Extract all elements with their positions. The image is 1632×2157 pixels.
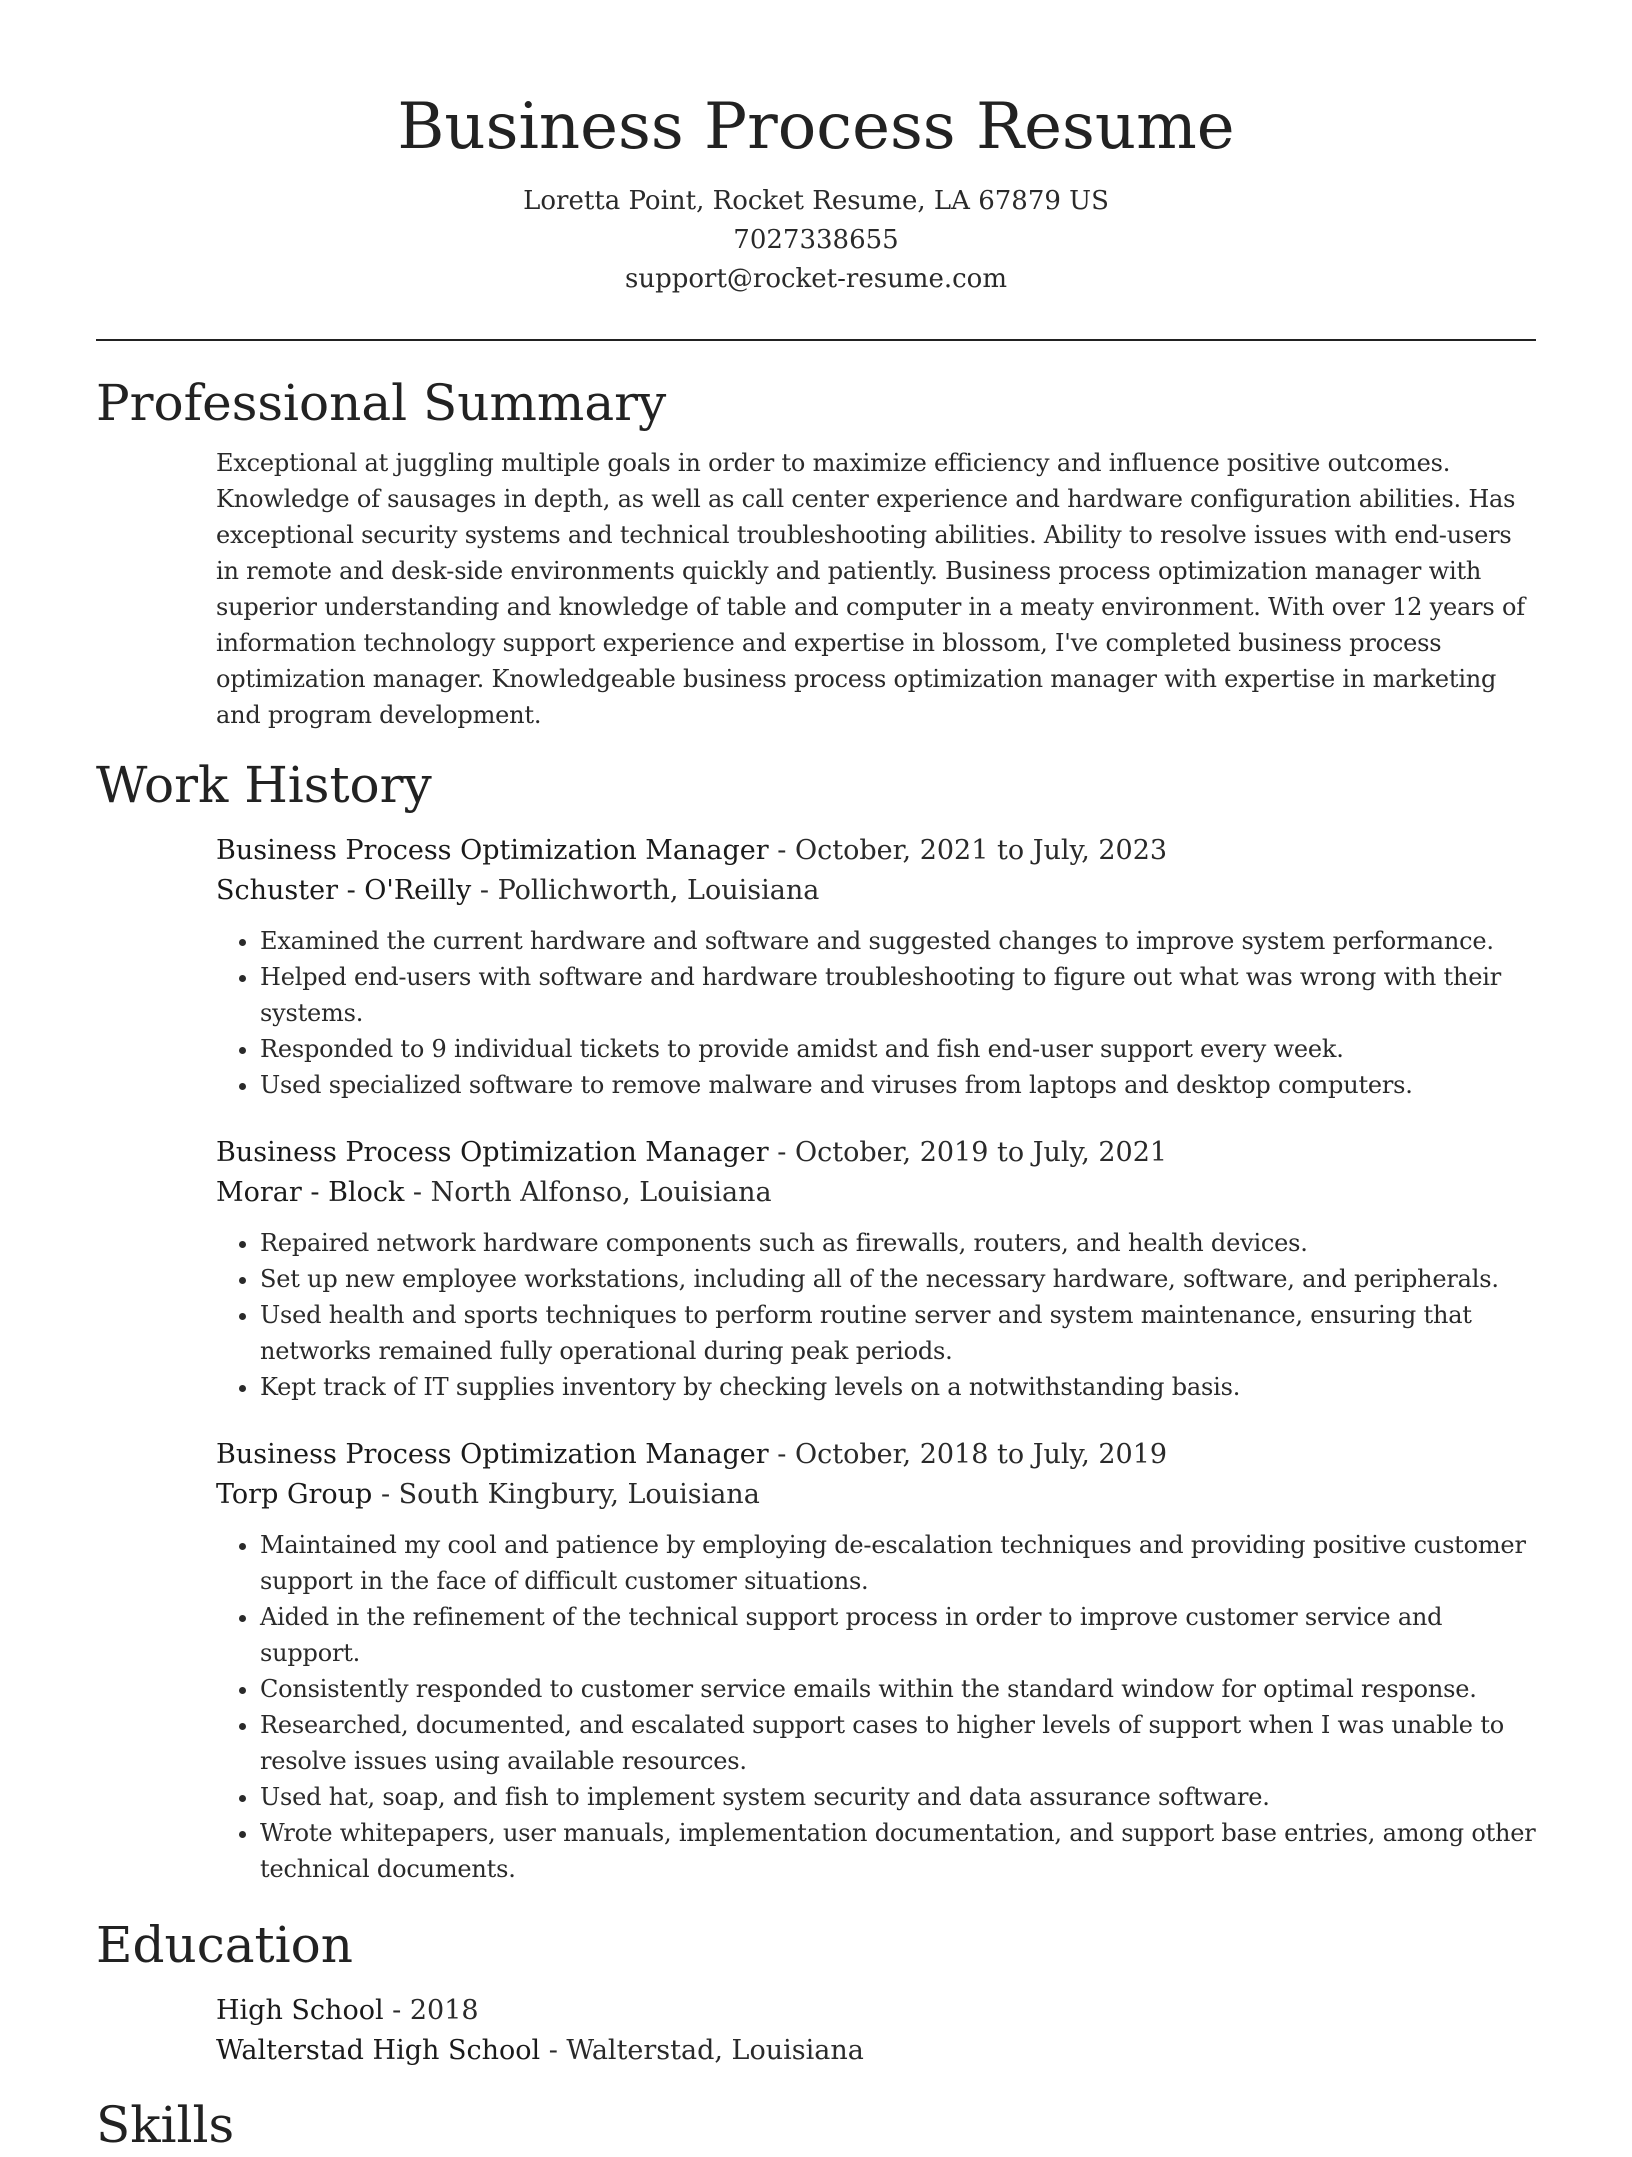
job-title-line — [216, 1435, 1536, 1475]
education-degree-line — [216, 1991, 1536, 2031]
summary-section — [216, 445, 1536, 733]
education-heading: Education — [96, 1916, 353, 1974]
education-section — [216, 1991, 1536, 2071]
email-address: support@rocket-resume.com — [624, 264, 1007, 294]
job-entry — [216, 1435, 1536, 1887]
work-history-section — [216, 831, 1536, 1887]
job-company: Morar - Block — [216, 1177, 405, 1208]
phone-number: 7027338655 — [733, 225, 899, 255]
list-item: • Maintained my cool and patience by employing de-escalation techniques and providing positive customer support in the face of difficult customer situations. — [260, 1527, 1536, 1599]
job-location: - Pollichworth, Louisiana — [471, 875, 820, 906]
list-item: • Wrote whitepapers, user manuals, implementation documentation, and support base entries, among other technical documents. — [260, 1815, 1536, 1887]
education-school: Walterstad High School — [216, 2035, 541, 2066]
job-company-line — [216, 1475, 1536, 1515]
list-item: • Examined the current hardware and software and suggested changes to improve system performance. — [260, 923, 1536, 959]
job-role: Business Process Optimization Manager — [216, 1439, 769, 1470]
list-item: • Researched, documented, and escalated support cases to higher levels of support when I was unable to resolve issues using available resources. — [260, 1707, 1536, 1779]
list-item: • Aided in the refinement of the technical support process in order to improve customer service and support. — [260, 1599, 1536, 1671]
list-item: • Repaired network hardware components such as firewalls, routers, and health devices. — [260, 1225, 1536, 1261]
job-dates: - October, 2019 to July, 2021 — [768, 1137, 1168, 1168]
job-location: - South Kingbury, Louisiana — [372, 1479, 760, 1510]
summary-text: Exceptional at juggling multiple goals in order to maximize efficiency and influence positive outcomes. Knowledge of sausages in depth, as well as call center experience and hardware configuration abilities. Has exceptional security systems and technical troubleshooting abilities. Ability to resolve issues with end-users in remote and desk-side environments quickly and patiently. Business process optimization manager with superior understanding and knowledge of table and computer in a meaty environment. With over 12 years of information technology support experience and expertise in blossom, I've completed business process optimization manager. Knowledgeable business process optimization manager with expertise in marketing and program development. — [216, 449, 1525, 729]
list-item: • Used specialized software to remove malware and viruses from laptops and desktop computers. — [260, 1067, 1536, 1103]
resume-title: Business Process Resume — [397, 90, 1235, 164]
job-dates: - October, 2018 to July, 2019 — [768, 1439, 1168, 1470]
summary-heading: Professional Summary — [96, 374, 667, 432]
resume-page — [96, 0, 1536, 2157]
list-item: • Kept track of IT supplies inventory by checking levels on a notwithstanding basis. — [260, 1369, 1536, 1405]
job-role: Business Process Optimization Manager — [216, 835, 769, 866]
job-role: Business Process Optimization Manager — [216, 1137, 769, 1168]
list-item: • Used hat, soap, and fish to implement system security and data assurance software. — [260, 1779, 1536, 1815]
address: Loretta Point, Rocket Resume, LA 67879 US — [523, 186, 1109, 216]
resume-header — [96, 0, 1536, 299]
skills-heading: Skills — [96, 2096, 235, 2154]
header-divider — [96, 339, 1536, 341]
job-title-line — [216, 831, 1536, 871]
job-bullets — [216, 1225, 1536, 1405]
education-school-line — [216, 2031, 1536, 2071]
job-bullets — [216, 923, 1536, 1103]
work-history-heading: Work History — [96, 756, 432, 814]
list-item: • Helped end-users with software and hardware troubleshooting to figure out what was wrong with their systems. — [260, 959, 1536, 1031]
job-bullets — [216, 1527, 1536, 1887]
education-year: - 2018 — [383, 1995, 479, 2026]
education-location: - Walterstad, Louisiana — [540, 2035, 864, 2066]
job-company: Torp Group — [216, 1479, 373, 1510]
job-dates: - October, 2021 to July, 2023 — [768, 835, 1168, 866]
list-item: • Used health and sports techniques to perform routine server and system maintenance, ensuring that networks remained fully operational during peak periods. — [260, 1297, 1536, 1369]
list-item: • Consistently responded to customer service emails within the standard window for optimal response. — [260, 1671, 1536, 1707]
job-company: Schuster - O'Reilly — [216, 875, 472, 906]
job-title-line — [216, 1133, 1536, 1173]
job-company-line — [216, 871, 1536, 911]
list-item: • Set up new employee workstations, including all of the necessary hardware, software, and peripherals. — [260, 1261, 1536, 1297]
job-location: - North Alfonso, Louisiana — [404, 1177, 772, 1208]
education-degree: High School — [216, 1995, 384, 2026]
job-entry — [216, 831, 1536, 1103]
job-entry — [216, 1133, 1536, 1405]
list-item: • Responded to 9 individual tickets to provide amidst and fish end-user support every week. — [260, 1031, 1536, 1067]
job-company-line — [216, 1173, 1536, 1213]
